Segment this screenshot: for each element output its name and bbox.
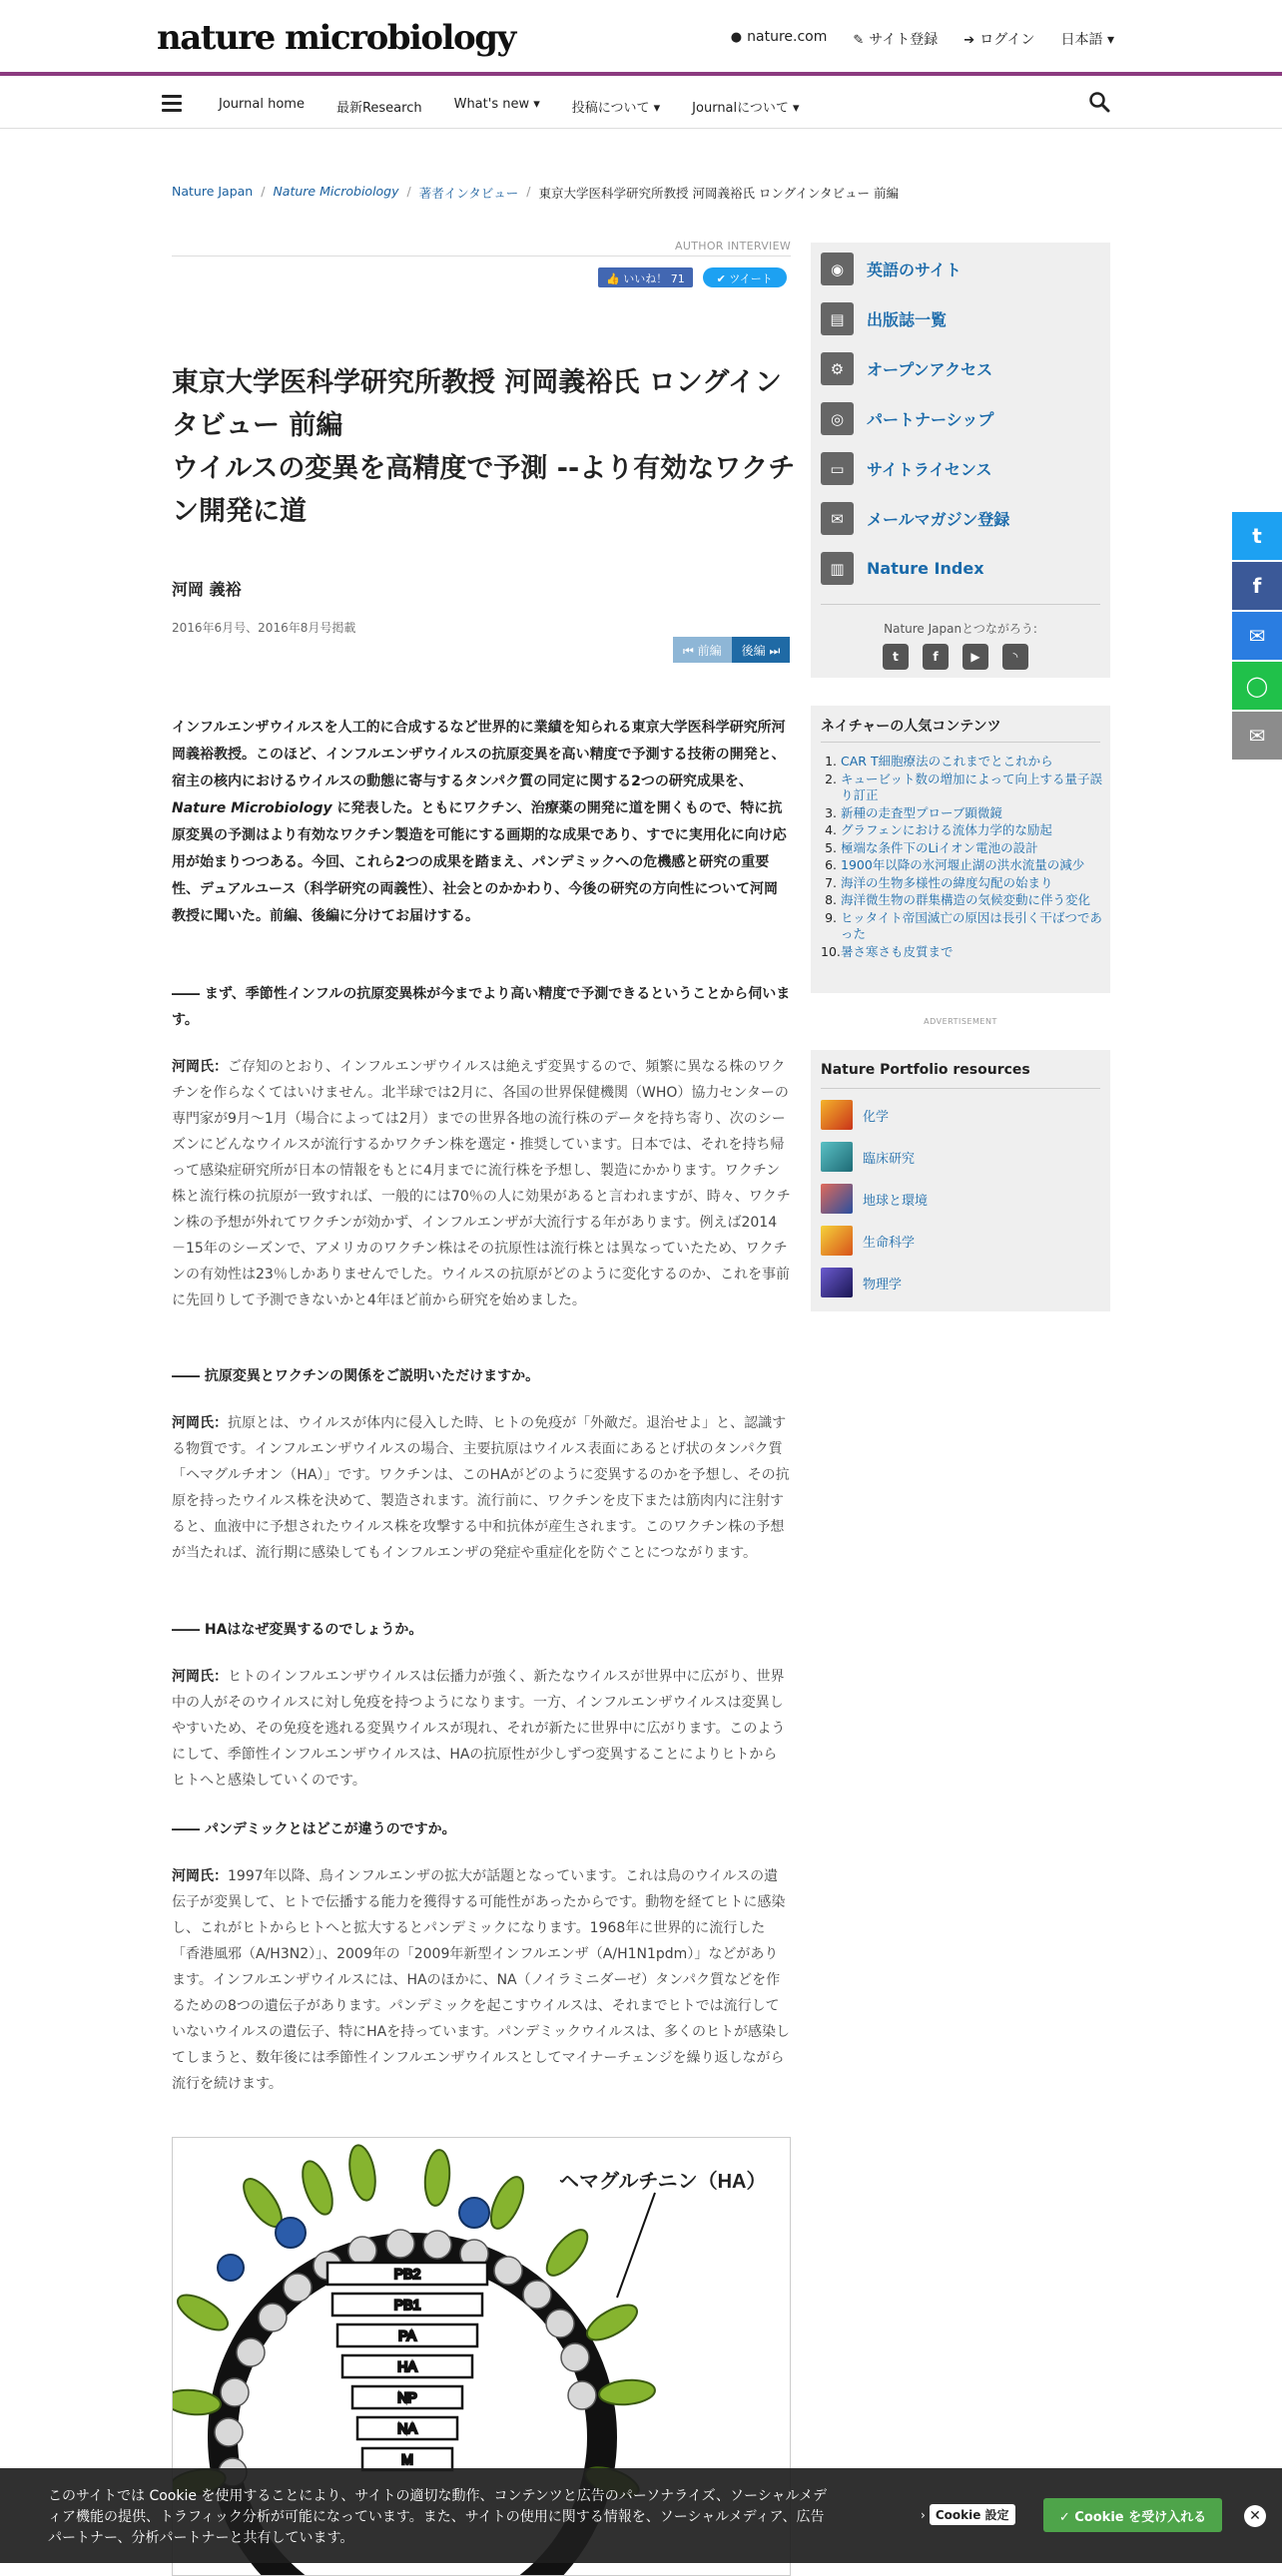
list-item-label: 暑さ寒さも皮質まで (841, 943, 954, 959)
cookie-text: このサイトでは Cookie を使用することにより、サイトの適切な動作、コンテンツと広告のパーソナライズ、ソーシャルメディア機能の提供、トラフィック分析が可能になっています。また、サイトの使用に関する情報を、ソーシャルメディア、広告パートナー、分析パートナーと共有しています。 (48, 2488, 828, 2546)
header-links (731, 29, 1114, 49)
article-title (172, 361, 801, 533)
rss-icon[interactable]: ◝ (1002, 644, 1028, 670)
login-label: ログイン (979, 32, 1035, 48)
sidebar-links-panel (811, 243, 1110, 678)
resource-thumbnail (821, 1268, 853, 1297)
list-item-label: 海洋微生物の群集構造の気候変動に伴う変化 (841, 892, 1091, 907)
tweet-label: ツイート (729, 272, 773, 285)
site-header (0, 0, 1282, 76)
question-3: ―― HAはなぜ変異するのでしょうか。 (172, 1622, 423, 1638)
list-number: 6. (825, 857, 837, 872)
facebook-like-button[interactable] (598, 267, 693, 287)
divider (821, 1088, 1100, 1089)
divider (821, 604, 1100, 605)
bar-chart-icon: ▥ (821, 552, 854, 585)
sidebar-item-label: Nature Index (867, 559, 984, 578)
social-buttons (598, 267, 787, 287)
email-share-icon[interactable]: ✉ (1232, 712, 1282, 760)
like-label: いいね！ 71 (623, 272, 685, 285)
article-pager (673, 637, 790, 663)
list-number: 3. (825, 804, 837, 820)
list-item-label: 極端な条件下のLiイオン電池の設計 (841, 839, 1038, 855)
list-item-label: グラフェンにおける流体力学的な励起 (841, 822, 1052, 837)
list-number: 8. (825, 892, 837, 907)
facebook-icon[interactable]: f (923, 644, 949, 670)
social-icons (883, 644, 1028, 670)
list-number: 9. (825, 909, 837, 925)
nature-com-link[interactable] (731, 29, 828, 49)
skip-forward-icon: ⏭ (765, 644, 781, 658)
sidebar-item-newsletter[interactable] (821, 502, 1009, 535)
cookie-banner (0, 2468, 1282, 2563)
article-lead (172, 715, 791, 930)
resource-physics[interactable] (821, 1268, 902, 1297)
site-register-label: サイト登録 (869, 32, 939, 48)
resource-label: 臨床研究 (863, 1151, 916, 1167)
answer-1 (172, 1054, 791, 1313)
article-title-line1: 東京大学医科学研究所教授 河岡義裕氏 ロングインタビュー 前編 (172, 367, 782, 441)
list-number: 7. (825, 874, 837, 890)
speaker-label: 河岡氏： (172, 1669, 228, 1685)
breadcrumb-journal[interactable] (273, 184, 398, 202)
segment-pb2: PB2 (393, 2266, 421, 2282)
segment-np: NP (397, 2389, 417, 2405)
list-item-label: 新種の走査型プローブ顕微鏡 (841, 804, 1002, 820)
next-part-button[interactable] (732, 637, 791, 663)
twitter-bird-icon: ✔ (716, 272, 730, 285)
list-item[interactable] (821, 840, 1104, 857)
login-link[interactable] (963, 29, 1034, 49)
lead-text-1: インフルエンザウイルスを人工的に合成するなど世界的に業績を知られる東京大学医科学研究所河岡義裕教授。このほど、インフルエンザウイルスの抗原変異を高い精度で予測する技術の開発と、宿主の核内におけるウイルスの動態に寄与するタンパク質の同定に関する2つの研究成果を、 (172, 720, 786, 789)
journal-navbar (0, 80, 1282, 129)
lead-text-2: に発表した。ともにワクチン、治療薬の開発に道を開くもので、特に抗原変異の予測はより有効なワクチン製造を可能にする画期的な成果であり、すでに実用化に向け応用が始まりつつある。今回、これら2つの成果を踏まえ、パンデミックへの危機感と研究の重要性、デュアルユース（科学研究の両義性）、社会とのかかわり、今後の研究の方向性について河岡教授に聞いた。前編、後編に分けてお届けする。 (172, 800, 787, 924)
segment-ha: HA (397, 2358, 417, 2374)
tweet-button[interactable] (703, 267, 787, 287)
list-number: 5. (825, 839, 837, 855)
breadcrumb-separator: / (406, 184, 411, 199)
breadcrumb-separator: / (526, 184, 531, 199)
messenger-share-icon[interactable]: ✉ (1232, 612, 1282, 660)
popular-content-panel (811, 706, 1110, 993)
speaker-label: 河岡氏： (172, 1059, 228, 1075)
answer-4 (172, 1863, 791, 2097)
list-number: 1. (825, 754, 837, 769)
resource-thumbnail (821, 1226, 853, 1256)
breadcrumb-journal-label: Nature Microbiology (273, 184, 399, 199)
segment-m: M (401, 2451, 413, 2467)
sidebar-item-label: メールマガジン登録 (867, 510, 1010, 529)
speaker-label: 河岡氏： (172, 1868, 228, 1884)
article-author: 河岡 義裕 (172, 580, 242, 599)
sidebar-item-label: サイトライセンス (867, 460, 992, 479)
list-item[interactable] (821, 772, 1104, 804)
nav-about-journal[interactable]: Journalについて ▾ (692, 101, 800, 116)
question-1: ―― まず、季節性インフルの抗原変異株が今までより高い精度で予測できるということから伺います。 (172, 986, 791, 1028)
nav-menu (219, 97, 832, 116)
gears-icon: ⚙ (821, 352, 854, 385)
resource-thumbnail (821, 1142, 853, 1172)
resource-chemistry[interactable] (821, 1100, 889, 1130)
resource-label: 生命科学 (863, 1235, 916, 1251)
resources-title: Nature Portfolio resources (821, 1062, 1030, 1078)
sidebar-item-label: パートナーシップ (867, 410, 994, 429)
list-item[interactable] (821, 805, 1104, 822)
article-kicker: AUTHOR INTERVIEW (675, 240, 791, 253)
answer-3-text: ヒトのインフルエンザウイルスは伝播力が強く、新たなウイルスが世界中に広がり、世界中の人がそのウイルスに対し免疫を持つようになります。一方、インフルエンザウイルスは変異しやすいため、その免疫を逃れる変異ウイルスが現れ、それが新たに世界中に広がります。このようにして、季節性インフルエンザウイルスは、HAの抗原性が少しずつ変異することによりヒトからヒトへと感染していくのです。 (172, 1669, 786, 1789)
prev-part-label: 前編 (697, 644, 722, 658)
next-part-label: 後編 (741, 644, 766, 658)
sidebar-item-label: 英語のサイト (867, 260, 962, 279)
breadcrumb-nature-japan[interactable]: Nature Japan (172, 184, 254, 199)
search-icon[interactable] (1088, 91, 1110, 113)
line-share-icon[interactable]: ◯ (1232, 662, 1282, 710)
resource-clinical[interactable] (821, 1142, 915, 1172)
list-item[interactable] (821, 754, 1104, 771)
prev-part-button[interactable] (673, 637, 732, 663)
resource-life-science[interactable] (821, 1226, 915, 1256)
breadcrumb-author-interview[interactable]: 著者インタビュー (418, 186, 519, 201)
sidebar-item-label: オープンアクセス (867, 360, 993, 379)
answer-2-text: 抗原とは、ウイルスが体内に侵入した時、ヒトの免疫が「外敵だ。退治せよ」と、認識する物質です。インフルエンザウイルスの場合、主要抗原はウイルス表面にあるとげ状のタンパク質「ヘマグルチオン（HA）」です。ワクチンは、このHAがどのように変異するのかを予想し、その抗原を持ったウイルス株を決めて、製造されます。流行前に、ワクチンを皮下または筋肉内に注射すると、血液中に予想されたウイルス株を攻撃する中和抗体が産生されます。このワクチン株の予想が当たれば、流行期に感染してもインフルエンザの発症や重症化を防ぐことにつながります。 (172, 1415, 790, 1561)
sidebar-item-publications[interactable] (821, 302, 947, 335)
breadcrumb-separator: / (261, 184, 266, 199)
skip-back-icon: ⏮ (683, 644, 698, 658)
list-item-label: キュービット数の増加によって向上する量子誤り訂正 (841, 771, 1103, 802)
nav-journal-home[interactable]: Journal home (219, 97, 305, 112)
answer-2 (172, 1410, 791, 1566)
sidebar-item-open-access[interactable] (821, 352, 992, 385)
answer-3 (172, 1664, 791, 1794)
twitter-icon[interactable]: t (883, 644, 909, 670)
question-2: ―― 抗原変異とワクチンの関係をご説明いただけますか。 (172, 1368, 540, 1384)
youtube-icon[interactable]: ▶ (962, 644, 988, 670)
list-item[interactable] (821, 822, 1104, 839)
resource-thumbnail (821, 1100, 853, 1130)
nav-whats-new[interactable]: What's new ▾ (453, 97, 540, 112)
list-item-label: 1900年以降の氷河堰止湖の洪水流量の減少 (841, 857, 1085, 872)
question-4: ―― パンデミックとはどこが違うのですか。 (172, 1821, 456, 1837)
list-item[interactable] (821, 857, 1104, 874)
breadcrumb (172, 184, 899, 202)
list-item-label: CAR T細胞療法のこれまでとこれから (841, 754, 1053, 769)
site-register-link[interactable] (853, 29, 938, 49)
resource-label: 化学 (863, 1109, 890, 1125)
sidebar-item-nature-index[interactable] (821, 552, 984, 585)
breadcrumb-current: 東京大学医科学研究所教授 河岡義裕氏 ロングインタビュー 前編 (538, 186, 900, 201)
laptop-icon: ▭ (821, 452, 854, 485)
answer-4-text: 1997年以降、鳥インフルエンザの拡大が話題となっています。これは鳥のウイルスの遺伝子が変異して、ヒトで伝播する能力を獲得する可能性があったからです。動物を経てヒトに感染し、これがヒトからヒトへと拡大するとパンデミックになります。1968年に世界的に流行した「香港風邪（A/H3N2）」、2009年の「2009年新型インフルエンザ（A/H1N1pdm）」などがあります。インフルエンザウイルスには、HAのほかに、NA（ノイラミニダーゼ）タンパク質などを作るための8つの遺伝子があります。パンデミックを起こすウイルスは、それまでヒトでは流行していないウイルスの遺伝子、特にHAを持っています。パンデミックウイルスは、多くのヒトが感染してしまうと、数年後には季節性インフルエンザウイルスとしてマイナーチェンジを繰り返しながら流行を続けます。 (172, 1868, 791, 2092)
site-logo[interactable]: nature microbiology (157, 18, 515, 58)
segment-pb1: PB1 (393, 2297, 421, 2313)
cookie-settings-button[interactable] (921, 2504, 1015, 2525)
divider (821, 742, 1100, 743)
resource-thumbnail (821, 1184, 853, 1214)
mail-icon: ✉ (821, 502, 854, 535)
login-icon: ➔ (963, 33, 975, 48)
article-date: 2016年6月号、2016年8月号掲載 (172, 621, 356, 635)
menu-icon[interactable] (162, 95, 182, 113)
book-icon: ▤ (821, 302, 854, 335)
advertisement-label: ADVERTISEMENT (924, 1017, 997, 1026)
globe-icon: ● (730, 30, 743, 45)
target-icon: ◎ (821, 402, 854, 435)
list-number: 4. (825, 822, 837, 837)
segment-pa: PA (398, 2327, 416, 2343)
sidebar-item-english-site[interactable] (821, 253, 962, 285)
list-number: 10. (821, 943, 841, 959)
chevron-right-icon: › (921, 2507, 926, 2522)
nav-latest-research[interactable]: 最新Research (335, 101, 422, 116)
resource-earth-environment[interactable] (821, 1184, 928, 1214)
thumbs-up-icon: 👍 (606, 272, 624, 285)
list-item[interactable] (821, 892, 1104, 909)
connect-label: Nature Japanとつながろう: (884, 622, 1037, 636)
sidebar-item-partnership[interactable] (821, 402, 993, 435)
segment-na: NA (397, 2420, 417, 2436)
popular-list (821, 754, 1104, 961)
lead-journal-name: Nature Microbiology (172, 800, 332, 816)
ha-label: ヘマグルチニン（HA） (559, 2171, 767, 2193)
popular-title: ネイチャーの人気コンテンツ (821, 719, 1001, 735)
floating-share-bar (1232, 512, 1282, 762)
resources-panel (811, 1050, 1110, 1311)
nav-submission[interactable]: 投稿について ▾ (571, 101, 661, 116)
language-dropdown[interactable]: 日本語 ▾ (1060, 32, 1114, 48)
list-item[interactable] (821, 944, 1104, 961)
globe-icon: ◉ (821, 253, 854, 285)
close-icon[interactable]: ✕ (1244, 2505, 1266, 2527)
resource-label: 物理学 (863, 1277, 903, 1292)
twitter-share-icon[interactable]: t (1232, 512, 1282, 560)
resource-label: 地球と環境 (863, 1193, 929, 1209)
article-title-line2: ウイルスの変異を高精度で予測 --より有効なワクチン開発に道 (172, 453, 796, 527)
list-item-label: 海洋の生物多様性の緯度勾配の始まり (841, 874, 1053, 890)
sidebar-item-label: 出版誌一覧 (867, 310, 948, 329)
edit-icon: ✎ (853, 33, 865, 48)
speaker-label: 河岡氏： (172, 1415, 228, 1431)
cookie-settings-label: Cookie 設定 (930, 2504, 1015, 2525)
sidebar-item-site-license[interactable] (821, 452, 991, 485)
list-item-label: ヒッタイト帝国滅亡の原因は長引く干ばつであった (841, 909, 1102, 941)
answer-1-text: ご存知のとおり、インフルエンザウイルスは絶えず変異するので、頻繁に異なる株のワクチンを作らなくてはいけません。北半球では2月に、各国の世界保健機関（WHO）協力センターの専門家が9月〜1月（場合によっては2月）までの世界各地の流行株のデータを持ち寄り、次のシーズンにどんなウイルスが流行するかワクチン株を選定・推奨しています。日本では、それを持ち帰って感染症研究所が日本の情報をもとに4月までに流行株を予想し、製造にかかります。ワクチン株と流行株の抗原が一致すれば、一般的には70％の人に効果があると言われますが、時々、ワクチン株の予想が外れてワクチンが効かず、インフルエンザが大流行する年があります。例えば2014－15年のシーズンで、アメリカのワクチン株はその抗原性は流行株とは異なっていたため、ワクチンの有効性は23％しかありませんでした。ウイルスの抗原がどのように変化するのか、これを事前に先回りして予測できないかと4年ほど前から研究を始めました。 (172, 1059, 791, 1308)
list-number: 2. (825, 771, 837, 786)
accept-cookies-button[interactable]: ✓ Cookie を受け入れる (1043, 2498, 1222, 2532)
facebook-share-icon[interactable]: f (1232, 562, 1282, 610)
divider (172, 256, 791, 257)
list-item[interactable] (821, 910, 1104, 943)
nature-com-label: nature.com (747, 29, 828, 45)
list-item[interactable] (821, 875, 1104, 892)
